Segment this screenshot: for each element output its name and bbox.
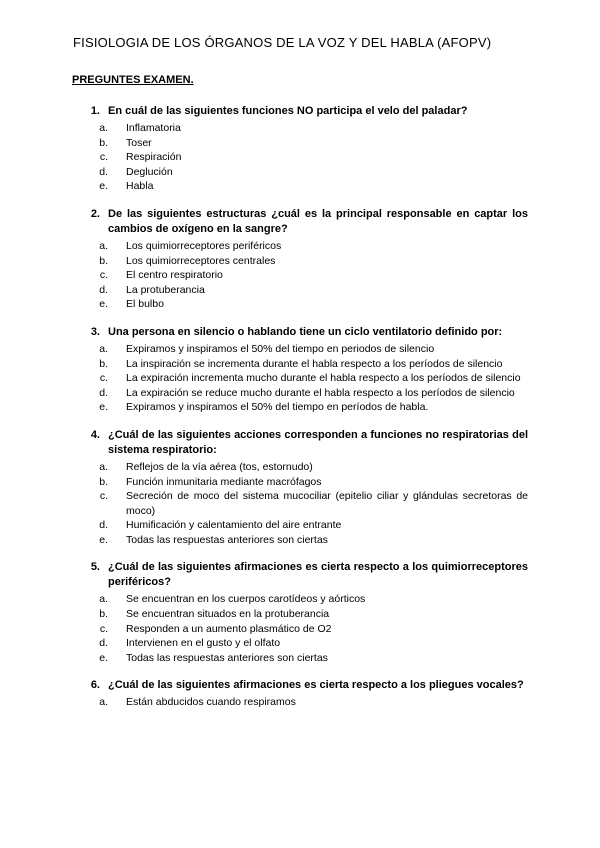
option-letter: e. [99,401,108,414]
option-list [72,592,528,665]
option-letter: a. [99,239,108,252]
option-text: Se encuentran en los cuerpos carotídeos y aórticos [126,593,366,606]
option-text: La expiración incrementa mucho durante el habla respecto a los períodos de silencio [126,372,521,385]
option-item [72,297,528,312]
option-letter: a. [99,460,108,473]
option-letter: b. [99,254,108,267]
option-letter: a. [99,696,108,709]
question-number: 4. [90,428,100,441]
option-letter: a. [99,593,108,606]
option-item [72,695,528,710]
question-1 [72,104,528,194]
question-header [72,428,528,458]
option-item [72,254,528,269]
option-item [72,371,528,386]
option-text: Los quimiorreceptores centrales [126,254,276,267]
option-text: Respiración [126,151,182,164]
option-item [72,342,528,357]
option-item [72,607,528,622]
option-letter: a. [99,122,108,134]
option-item [72,239,528,254]
question-header [72,325,528,340]
option-item [72,136,528,151]
option-list [72,342,528,415]
section-heading: PREGUNTES EXAMEN. [72,74,194,86]
question-text: Una persona en silencio o hablando tiene un ciclo ventilatorio definido por: [108,325,503,338]
option-text: Todas las respuestas anteriores son ciertas [126,533,328,546]
option-letter: b. [99,608,108,621]
option-item [72,386,528,401]
option-item [72,489,528,518]
question-list [72,104,528,723]
option-letter: c. [99,372,108,385]
option-item [72,475,528,490]
option-letter: d. [99,637,108,650]
option-item [72,121,528,136]
question-text: En cuál de las siguientes funciones NO participa el velo del paladar? [108,105,468,117]
option-text: Expiramos y inspiramos el 50% del tiempo en períodos de habla. [126,401,429,414]
option-letter: e. [99,651,108,664]
option-text: Toser [126,136,152,149]
document-title: FISIOLOGIA DE LOS ÓRGANOS DE LA VOZ Y DEL HABLA (AFOPV) [73,35,492,50]
option-item [72,357,528,372]
question-number: 5. [90,561,100,574]
option-letter: e. [99,533,108,546]
option-item [72,622,528,637]
option-item [72,268,528,283]
option-letter: d. [99,283,108,296]
option-text: El bulbo [126,298,164,311]
option-letter: e. [99,298,108,311]
option-letter: b. [99,357,108,370]
option-list [72,695,528,710]
option-letter: d. [99,386,108,399]
option-item [72,592,528,607]
option-text: Expiramos y inspiramos el 50% del tiempo en periodos de silencio [126,342,435,355]
option-item [72,400,528,415]
question-5 [72,560,528,665]
option-text: Secreción de moco del sistema mucociliar (epitelio ciliar y glándulas secretoras de moco) [126,490,528,517]
option-item [72,150,528,165]
option-list [72,460,528,548]
option-text: Habla [126,180,154,193]
question-header [72,560,528,590]
option-list [72,121,528,194]
option-item [72,636,528,651]
option-text: Inflamatoria [126,122,181,134]
question-text: ¿Cuál de las siguientes acciones corresponden a funciones no respiratorias del sistema respiratorio: [108,428,528,456]
option-text: Se encuentran situados en la protuberancia [126,608,330,621]
option-text: Los quimiorreceptores periféricos [126,239,282,252]
option-letter: c. [99,622,108,635]
option-letter: a. [99,342,108,355]
option-text: Todas las respuestas anteriores son ciertas [126,651,328,664]
question-number: 6. [90,679,100,692]
option-letter: c. [99,151,108,164]
option-item [72,165,528,180]
question-number: 1. [90,105,100,117]
option-item [72,518,528,533]
option-letter: d. [99,519,108,532]
option-item [72,533,528,548]
question-3 [72,325,528,415]
option-item [72,179,528,194]
option-text: Función inmunitaria mediante macrófagos [126,475,322,488]
option-text: El centro respiratorio [126,269,223,282]
option-text: Deglución [126,165,173,178]
option-text: Intervienen en el gusto y el olfato [126,637,281,650]
option-text: Reflejos de la vía aérea (tos, estornudo) [126,460,313,473]
option-list [72,239,528,312]
question-4 [72,428,528,548]
option-text: La protuberancia [126,283,205,296]
question-2 [72,207,528,312]
option-text: Están abducidos cuando respiramos [126,696,296,709]
question-number: 3. [90,325,100,338]
option-item [72,460,528,475]
option-text: La expiración se reduce mucho durante el habla respecto a los períodos de silencio [126,386,515,399]
option-letter: d. [99,165,108,178]
question-number: 2. [90,207,100,220]
question-header [72,678,528,693]
question-6 [72,678,528,710]
question-text: ¿Cuál de las siguientes afirmaciones es cierta respecto a los quimiorreceptores periféricos? [108,561,528,589]
option-letter: b. [99,475,108,488]
option-item [72,283,528,298]
question-text: ¿Cuál de las siguientes afirmaciones es cierta respecto a los pliegues vocales? [108,679,524,692]
option-text: La inspiración se incrementa durante el habla respecto a los períodos de silencio [126,357,503,370]
option-item [72,651,528,666]
option-text: Humificación y calentamiento del aire entrante [126,519,342,532]
option-letter: c. [99,490,108,503]
option-letter: b. [99,136,108,149]
question-header [72,207,528,237]
option-text: Responden a un aumento plasmático de O2 [126,622,332,635]
option-letter: c. [99,269,108,282]
question-header [72,104,528,119]
option-letter: e. [99,180,108,193]
question-text: De las siguientes estructuras ¿cuál es la principal responsable en captar los cambios de oxígeno en la sangre? [108,207,528,235]
